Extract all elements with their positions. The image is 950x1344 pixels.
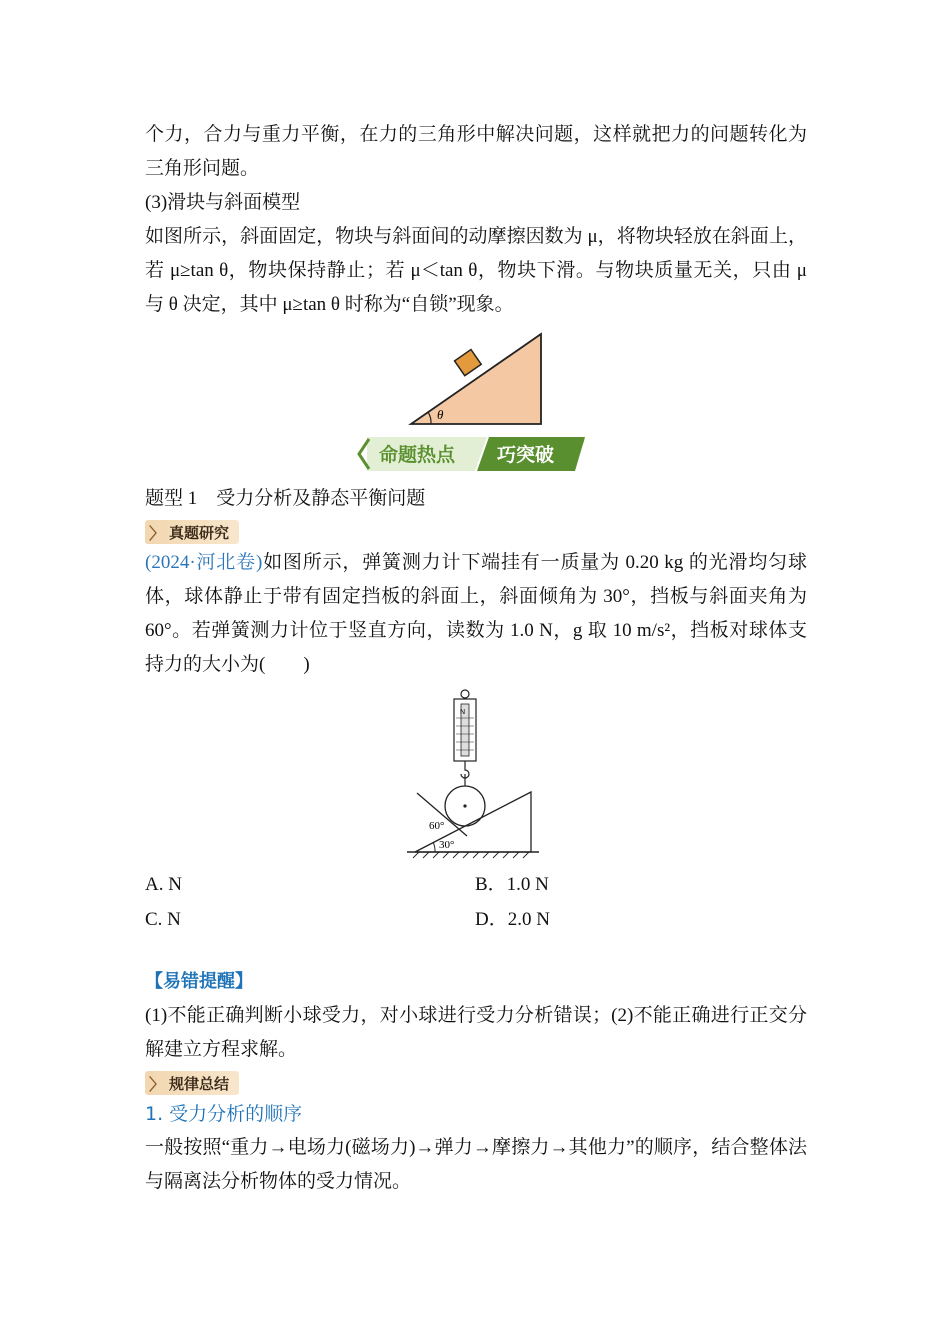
incline-block-figure <box>407 332 547 428</box>
option-c[interactable]: C. N <box>145 909 181 930</box>
topic-heading: 题型 1 受力分析及静态平衡问题 <box>145 488 426 509</box>
question-body: 如图所示，弹簧测力计下端挂有一质量为 0.20 kg 的光滑均匀球体，球体静止于带有固定挡板的斜面上，斜面倾角为 30°，挡板与斜面夹角为 60°。若弹簧测力计位于竖直方向，读数为 1.0 N，g 取 10 m/s²，挡板对球体支持力的大小为( ) <box>145 552 807 675</box>
answer-options <box>145 867 807 937</box>
option-d[interactable]: D．2.0 N <box>475 909 550 930</box>
question-source: (2024·河北卷) <box>145 552 263 573</box>
banner-left-text: 命题热点 <box>379 444 456 466</box>
question-text <box>145 546 807 682</box>
chevron-icon: 〉 <box>149 1074 166 1094</box>
document-page <box>145 118 807 1199</box>
tag-real-label: 真题研究 <box>169 523 230 542</box>
option-a[interactable]: A. N <box>145 874 182 895</box>
section-banner <box>357 434 589 474</box>
angle-30-label: 30° <box>439 839 455 851</box>
warning-title: 【易错提醒】 <box>145 971 253 992</box>
model-text: 如图所示，斜面固定，物块与斜面间的动摩擦因数为 μ，将物块轻放在斜面上，若 μ≥tan θ，物块保持静止；若 μ＜tan θ，物块下滑。与物块质量无关，只由 μ 与 θ 决定，其中 μ≥tan θ 时称为“自锁”现象。 <box>145 226 807 315</box>
tag-rule-label: 规律总结 <box>169 1074 230 1093</box>
tag-real-exam <box>145 520 239 544</box>
angle-60-label: 60° <box>429 820 445 832</box>
paragraph-intro: 个力，合力与重力平衡，在力的三角形中解决问题，这样就把力的问题转化为三角形问题。 <box>145 124 807 179</box>
rule-section-title: 1. 受力分析的顺序 <box>145 1103 303 1125</box>
scale-unit: N <box>460 709 466 716</box>
tag-rule-summary <box>145 1071 239 1095</box>
fig1-angle-label: θ <box>437 407 444 422</box>
spring-ball-figure <box>407 688 547 863</box>
model-title: (3)滑块与斜面模型 <box>145 192 301 213</box>
warning-text: (1)不能正确判断小球受力，对小球进行受力分析错误；(2)不能正确进行正交分解建立方程求解。 <box>145 1005 807 1060</box>
banner-right-text: 巧突破 <box>497 444 555 466</box>
option-b[interactable]: B．1.0 N <box>475 874 549 895</box>
chevron-icon: 〉 <box>149 523 166 543</box>
rule-section-text: 一般按照“重力→电场力(磁场力)→弹力→摩擦力→其他力”的顺序，结合整体法与隔离法分析物体的受力情况。 <box>145 1137 807 1192</box>
